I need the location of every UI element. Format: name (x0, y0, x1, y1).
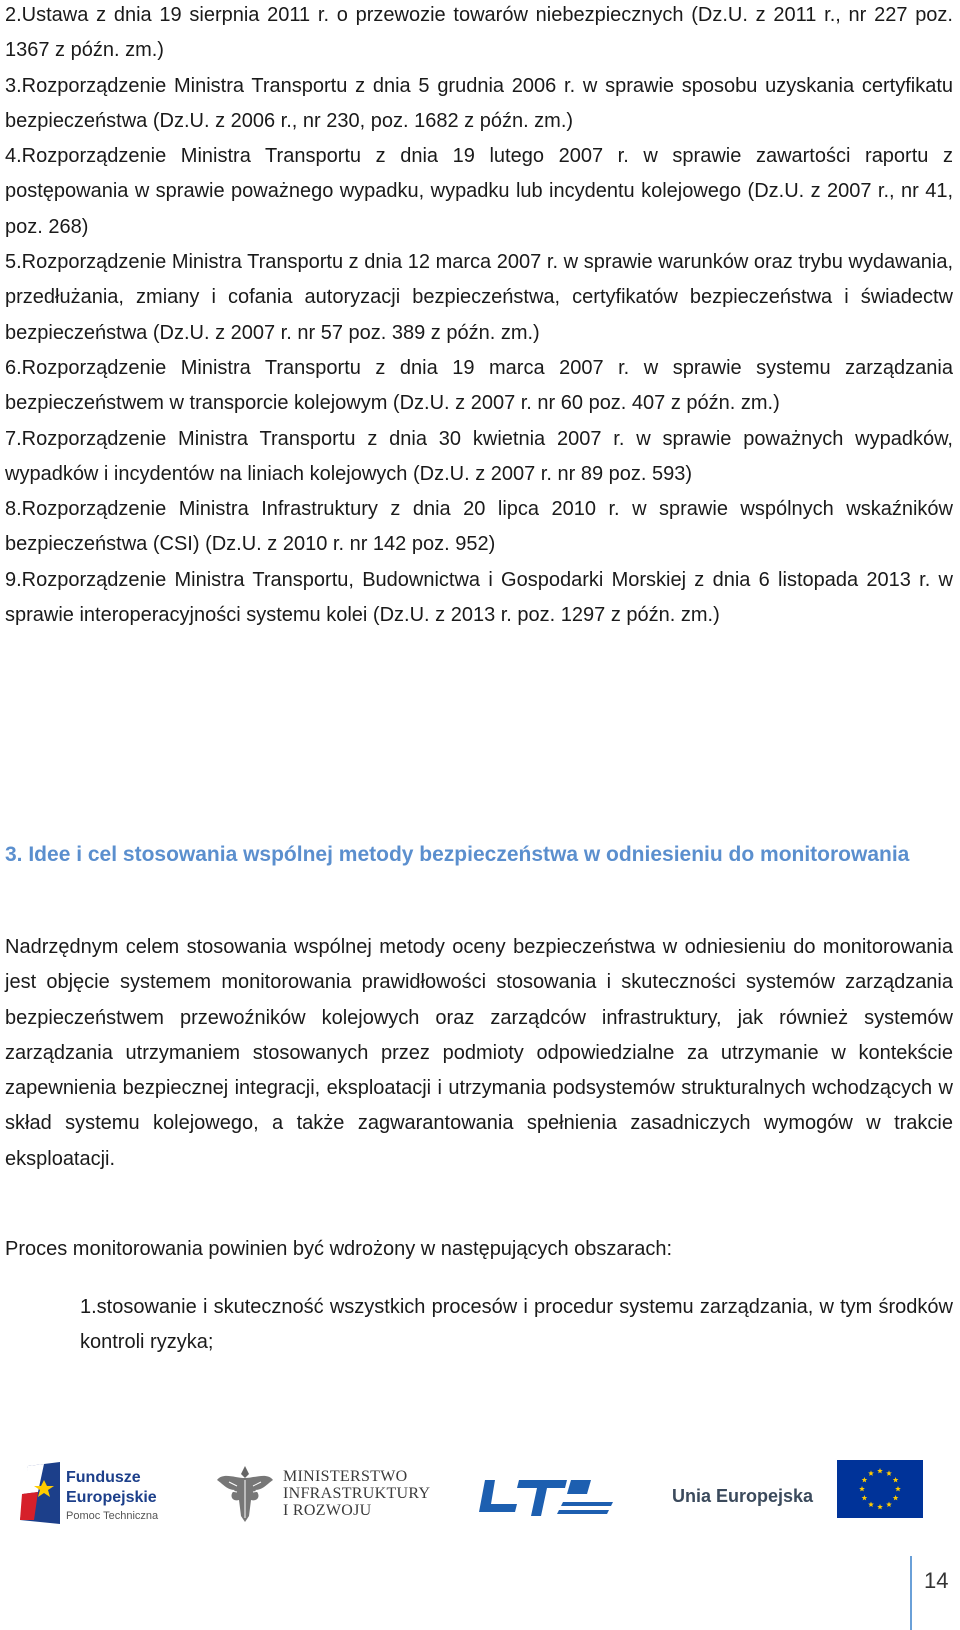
unia-europejska-logo (672, 1460, 922, 1540)
page-number-box (910, 1556, 960, 1630)
legal-act-item: 2.Ustawa z dnia 19 sierpnia 2011 r. o przewozie towarów niebezpiecznych (Dz.U. z 2011 r., nr 227 poz. 1367 z późn. zm.) (5, 4, 953, 62)
body-paragraph: Nadrzędnym celem stosowania wspólnej metody oceny bezpieczeństwa w odniesieniu do monitorowania jest objęcie systemem monitorowania prawidłowości stosowania i skuteczności systemów zarządzania bezpieczeństwem przewoźników kolejowych oraz zarządców infrastruktury, jak również systemów zarządzania utrzymaniem stosowanych przez podmioty odpowiedzialne za utrzymanie w kontekście zapewnienia bezpiecznej integracji, eksploatacji i utrzymania podsystemów strukturalnych wchodzących w skład systemu kolejowego, a także zagwarantowania spełnienia zasadniczych wymogów w trakcie eksploatacji. (5, 936, 953, 1170)
fe-flag-icon (20, 1462, 60, 1524)
body-paragraph: Proces monitorowania powinien być wdrożony w następujących obszarach: (5, 1238, 673, 1260)
section-heading: 3. Idee i cel stosowania wspólnej metody bezpieczeństwa w odniesieniu do monitorowania (5, 843, 910, 866)
logo-text: MINISTERSTWO (283, 1468, 408, 1485)
footer-logos (0, 1450, 960, 1540)
logo-text: Unia Europejska (672, 1486, 814, 1506)
legal-act-item: 5.Rozporządzenie Ministra Transportu z dnia 12 marca 2007 r. w sprawie warunków oraz trybu wydawania, przedłużania, zmiany i cofania autoryzacji bezpieczeństwa, certyfikatów bezpieczeństwa i świadectw bezpieczeństwa (Dz.U. z 2007 r. nr 57 poz. 389 z późn. zm.) (5, 251, 953, 344)
ministerstwo-logo (215, 1460, 445, 1532)
eagle-emblem-icon (215, 1460, 275, 1526)
logo-text: Pomoc Techniczna (66, 1510, 159, 1522)
fundusze-europejskie-logo (20, 1462, 180, 1528)
legal-act-item: 4.Rozporządzenie Ministra Transportu z dnia 19 lutego 2007 r. w sprawie zawartości raportu z postępowania w sprawie poważnego wypadku, wypadku lub incydentu kolejowego (Dz.U. z 2007 r., nr 41, poz. 268) (5, 145, 953, 238)
utk-logo (475, 1472, 625, 1522)
legal-act-item: 3.Rozporządzenie Ministra Transportu z dnia 5 grudnia 2006 r. w sprawie sposobu uzyskania certyfikatu bezpieczeństwa (Dz.U. z 2006 r., nr 230, poz. 1682 z późn. zm.) (5, 74, 953, 132)
legal-acts-list (5, 0, 953, 633)
logo-text: Fundusze (66, 1469, 141, 1486)
eu-flag-icon (837, 1460, 923, 1518)
list-item: 1.stosowanie i skuteczność wszystkich procesów i procedur systemu zarządzania, w tym środków kontroli ryzyka; (80, 1296, 953, 1354)
legal-act-item: 8.Rozporządzenie Ministra Infrastruktury z dnia 20 lipca 2010 r. w sprawie wspólnych wskaźników bezpieczeństwa (CSI) (Dz.U. z 2010 r. nr 142 poz. 952) (5, 498, 953, 556)
legal-act-item: 7.Rozporządzenie Ministra Transportu z dnia 30 kwietnia 2007 r. w sprawie poważnych wypadków, wypadków i incydentów na liniach kolejowych (Dz.U. z 2007 r. nr 89 poz. 593) (5, 427, 953, 485)
logo-text: INFRASTRUKTURY (283, 1485, 431, 1502)
legal-act-item: 6.Rozporządzenie Ministra Transportu z dnia 19 marca 2007 r. w sprawie systemu zarządzania bezpieczeństwem w transporcie kolejowym (Dz.U. z 2007 r. nr 60 poz. 407 z późn. zm.) (5, 356, 953, 415)
legal-act-item: 9.Rozporządzenie Ministra Transportu, Budownictwa i Gospodarki Morskiej z dnia 6 listopada 2013 r. w sprawie interoperacyjności systemu kolei (Dz.U. z 2013 r. poz. 1297 z późn. zm.) (5, 568, 953, 627)
page-number: 14 (924, 1568, 949, 1593)
logo-text: I ROZWOJU (283, 1502, 372, 1519)
logo-text: Europejskie (66, 1489, 157, 1506)
